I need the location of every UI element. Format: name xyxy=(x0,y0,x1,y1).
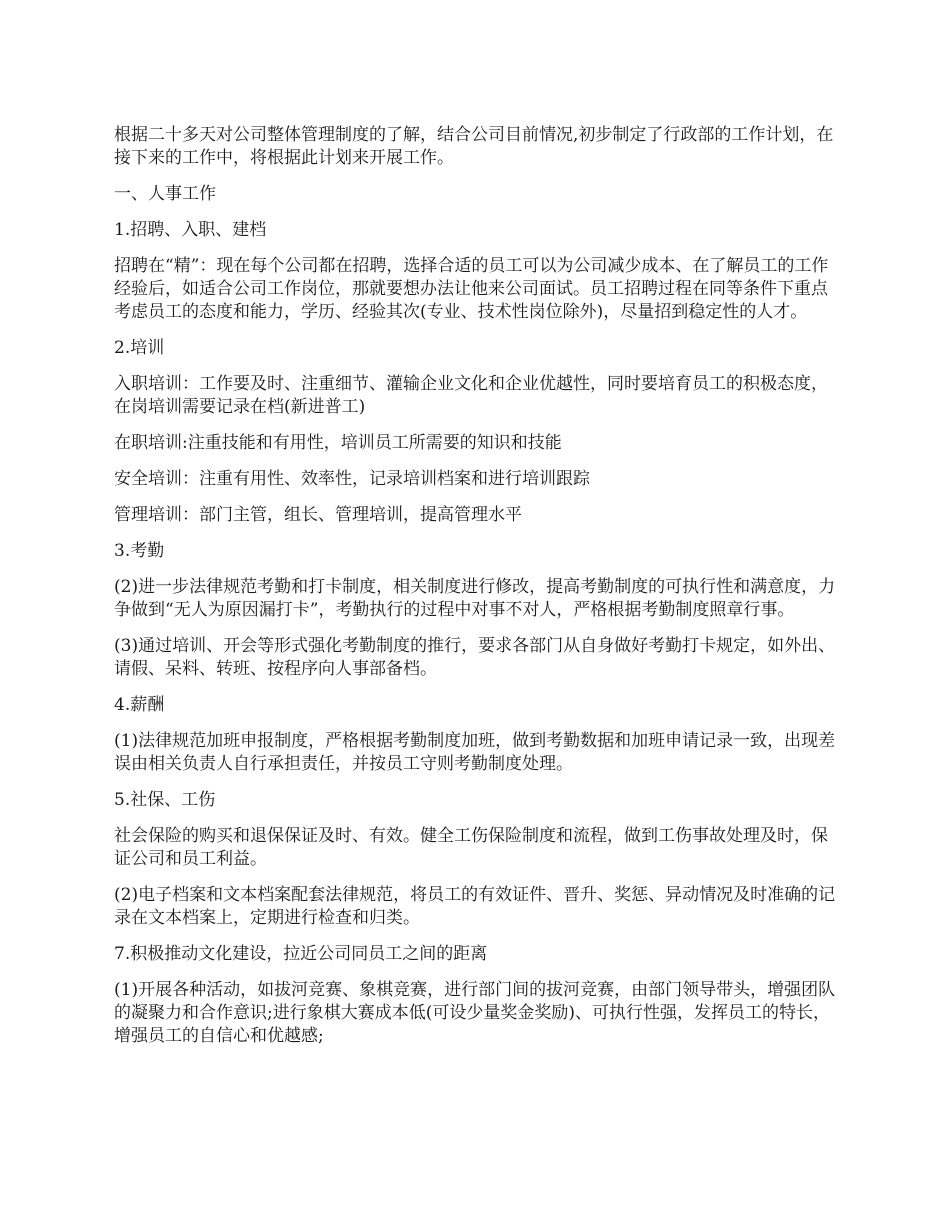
paragraph-attendance-2: (2)进一步法律规范考勤和打卡制度，相关制度进行修改，提高考勤制度的可执行性和满意度，力争做到“无人为原因漏打卡”，考勤执行的过程中对事不对人，严格根据考勤制度照章行事。 xyxy=(114,577,836,620)
paragraph-safety-training: 安全培训：注重有用性、效率性，记录培训档案和进行培训跟踪 xyxy=(114,469,590,489)
paragraph-culture-activities: (1)开展各种活动，如拔河竞赛、象棋竞赛，进行部门间的拔河竞赛，由部门领导带头，增强团队的凝聚力和合作意识;进行象棋大赛成本低(可设少量奖金奖励)、可执行性强，发挥员工的特长，增强员工的自信心和优越感; xyxy=(114,980,836,1046)
subheading-salary: 4.薪酬 xyxy=(114,695,165,715)
paragraph-attendance-3: (3)通过培训、开会等形式强化考勤制度的推行，要求各部门从自身做好考勤打卡规定，如外出、请假、呆料、转班、按程序向人事部备档。 xyxy=(114,636,836,679)
subheading-social-insurance: 5.社保、工伤 xyxy=(114,790,216,810)
document-body xyxy=(114,124,844,1061)
subheading-recruitment: 1.招聘、入职、建档 xyxy=(114,220,267,240)
paragraph-salary-1: (1)法律规范加班申报制度，严格根据考勤制度加班，做到考勤数据和加班申请记录一致，出现差误由相关负责人自行承担责任，并按员工守则考勤制度处理。 xyxy=(114,731,836,774)
subheading-attendance: 3.考勤 xyxy=(114,541,165,561)
intro-paragraph: 根据二十多天对公司整体管理制度的了解，结合公司目前情况,初步制定了行政部的工作计划，在接下来的工作中，将根据此计划来开展工作。 xyxy=(114,125,834,168)
paragraph-social-insurance: 社会保险的购买和退保保证及时、有效。健全工伤保险制度和流程，做到工伤事故处理及时，保证公司和员工利益。 xyxy=(114,826,828,869)
paragraph-onboarding-training: 入职培训：工作要及时、注重细节、灌输企业文化和企业优越性，同时要培育员工的积极态度，在岗培训需要记录在档(新进普工) xyxy=(114,374,828,417)
subheading-culture: 7.积极推动文化建设，拉近公司同员工之间的距离 xyxy=(114,944,488,964)
paragraph-onjob-training: 在职培训:注重技能和有用性，培训员工所需要的知识和技能 xyxy=(114,433,562,453)
paragraph-management-training: 管理培训：部门主管，组长、管理培训，提高管理水平 xyxy=(114,505,522,525)
paragraph-recruitment: 招聘在“精”：现在每个公司都在招聘，选择合适的员工可以为公司减少成本、在了解员工的工作经验后，如适合公司工作岗位，那就要想办法让他来公司面试。员工招聘过程在同等条件下重点考虑员工的态度和能力，学历、经验其次(专业、技术性岗位除外)，尽量招到稳定性的人才。 xyxy=(114,256,829,322)
subheading-training: 2.培训 xyxy=(114,338,165,358)
paragraph-archives: (2)电子档案和文本档案配套法律规范，将员工的有效证件、晋升、奖惩、异动情况及时准确的记录在文本档案上，定期进行检查和归类。 xyxy=(114,885,836,928)
section-heading-personnel: 一、人事工作 xyxy=(114,184,216,204)
